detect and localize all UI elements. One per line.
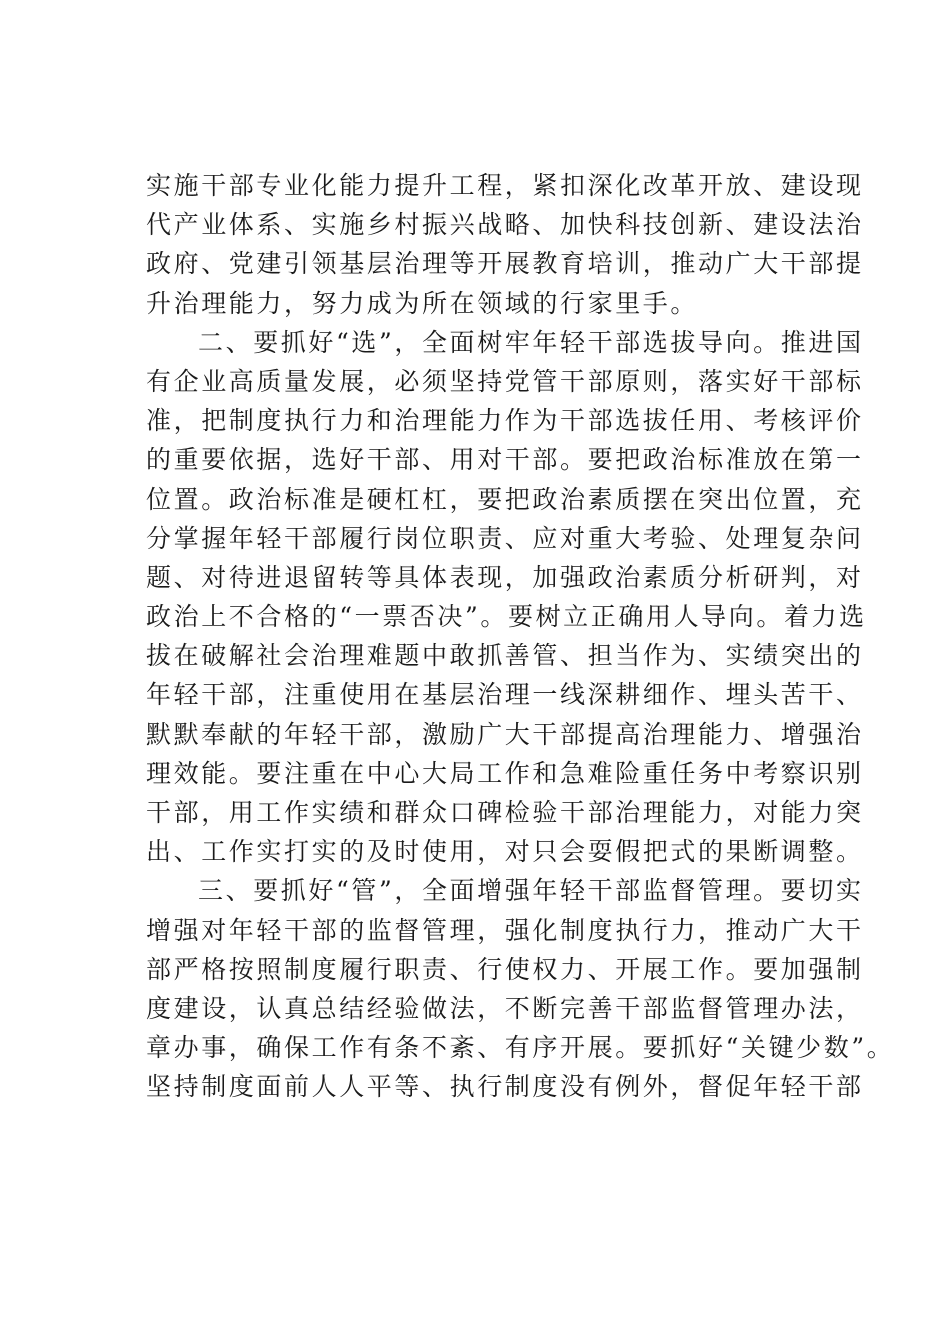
text-line: 政府、党建引领基层治理等开展教育培训，推动广大干部提 bbox=[146, 249, 864, 279]
text-line: 部严格按照制度履行职责、行使权力、开展工作。要加强制 bbox=[146, 954, 864, 984]
text-line: 理效能。要注重在中心大局工作和急难险重任务中考察识别 bbox=[146, 758, 864, 788]
text-line: 拔在破解社会治理难题中敢抓善管、担当作为、实绩突出的 bbox=[146, 641, 864, 671]
text-line: 坚持制度面前人人平等、执行制度没有例外，督促年轻干部 bbox=[146, 1072, 864, 1102]
section-heading-line: 三、要抓好“管”，全面增强年轻干部监督管理。要切实 bbox=[198, 876, 864, 906]
text-line: 干部，用工作实绩和群众口碑检验干部治理能力，对能力突 bbox=[146, 798, 864, 827]
text-line: 出、工作实打实的及时使用，对只会耍假把式的果断调整。 bbox=[146, 837, 864, 867]
text-line: 度建设，认真总结经验做法，不断完善干部监督管理办法， bbox=[146, 993, 864, 1023]
text-line: 章办事，确保工作有条不紊、有序开展。要抓好“关键少数”。 bbox=[146, 1033, 895, 1063]
text-line: 位置。政治标准是硬杠杠，要把政治素质摆在突出位置，充 bbox=[146, 484, 864, 514]
text-line: 年轻干部，注重使用在基层治理一线深耕细作、埋头苦干、 bbox=[146, 680, 864, 710]
text-line: 增强对年轻干部的监督管理，强化制度执行力，推动广大干 bbox=[146, 915, 864, 945]
section-heading-line: 二、要抓好“选”，全面树牢年轻干部选拔导向。推进国 bbox=[198, 327, 864, 357]
text-line: 政治上不合格的“一票否决”。要树立正确用人导向。着力选 bbox=[146, 602, 867, 632]
text-line: 准，把制度执行力和治理能力作为干部选拔任用、考核评价 bbox=[146, 406, 864, 436]
text-line: 代产业体系、实施乡村振兴战略、加快科技创新、建设法治 bbox=[146, 210, 864, 240]
text-line: 题、对待进退留转等具体表现，加强政治素质分析研判，对 bbox=[146, 562, 864, 592]
text-line: 升治理能力，努力成为所在领域的行家里手。 bbox=[146, 288, 699, 318]
text-line: 有企业高质量发展，必须坚持党管干部原则，落实好干部标 bbox=[146, 366, 864, 396]
body-text bbox=[146, 166, 895, 1107]
text-line: 的重要依据，选好干部、用对干部。要把政治标准放在第一 bbox=[146, 445, 864, 475]
text-line: 默默奉献的年轻干部，激励广大干部提高治理能力、增强治 bbox=[146, 719, 864, 749]
text-line: 实施干部专业化能力提升工程，紧扣深化改革开放、建设现 bbox=[146, 171, 864, 200]
text-line: 分掌握年轻干部履行岗位职责、应对重大考验、处理复杂问 bbox=[146, 523, 864, 553]
